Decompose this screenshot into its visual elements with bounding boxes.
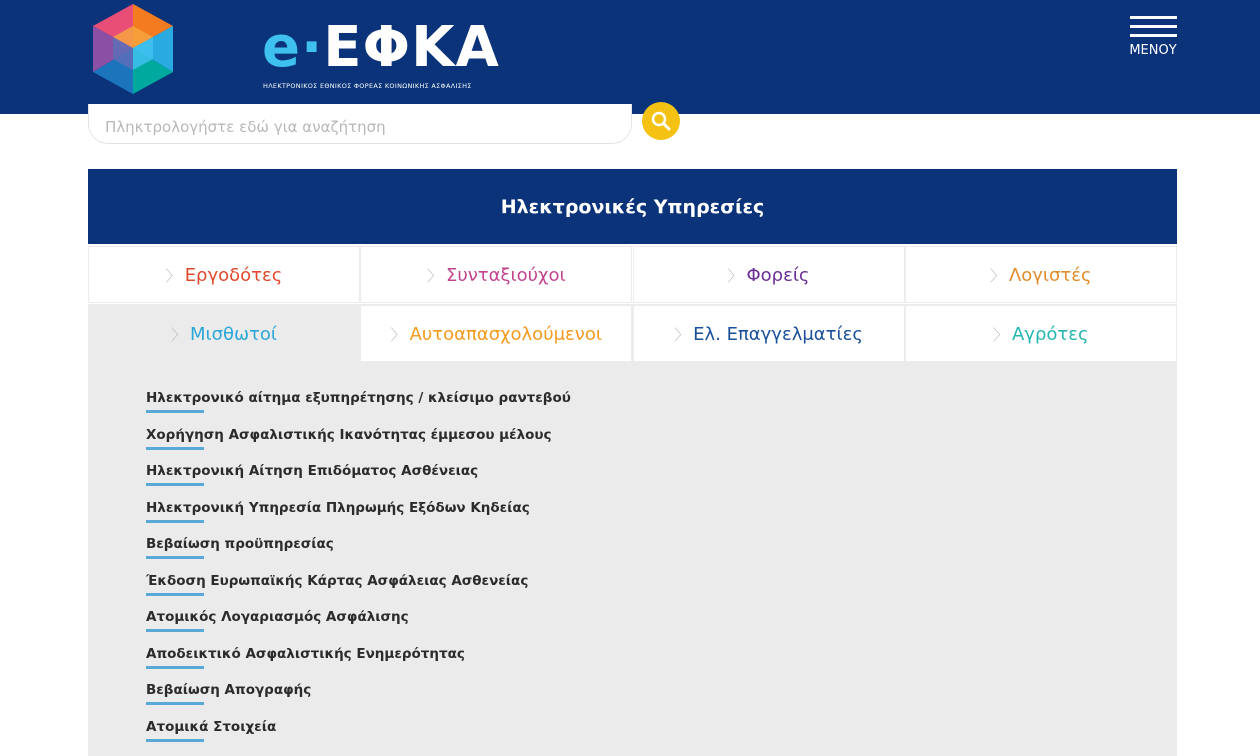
tab-category[interactable] <box>360 305 632 362</box>
tab-category[interactable] <box>905 305 1177 362</box>
service-link[interactable] <box>146 388 571 425</box>
service-link-label: Έκδοση Ευρωπαϊκής Κάρτας Ασφάλειας Ασθενείας <box>146 572 529 589</box>
service-link[interactable] <box>146 717 571 754</box>
service-link[interactable] <box>146 607 571 644</box>
service-link-label: Ηλεκτρονική Αίτηση Επιδόματος Ασθένειας <box>146 463 479 479</box>
hamburger-icon-bar <box>1130 25 1177 28</box>
chevron-right-icon: 〉 <box>165 267 181 285</box>
service-link[interactable] <box>146 498 571 535</box>
chevron-right-icon: 〉 <box>992 326 1008 344</box>
chevron-right-icon: 〉 <box>674 326 690 344</box>
logo-subtitle: ΗΛΕΚΤΡΟΝΙΚΟΣ ΕΘΝΙΚΟΣ ΦΟΡΕΑΣ ΚΟΙΝΩΝΙΚΗΣ ΑΣΦΑΛΙΣΗΣ <box>263 82 472 90</box>
efka-logo[interactable] <box>88 2 500 98</box>
service-link[interactable] <box>146 571 571 608</box>
link-underline <box>146 666 204 669</box>
tab-label: Εργοδότες <box>184 265 283 286</box>
link-underline <box>146 629 204 632</box>
services-category-tabs <box>88 244 1177 364</box>
chevron-right-icon: 〉 <box>426 267 442 285</box>
service-link-label: Χορήγηση Ασφαλιστικής Ικανότητας έμμεσου μέλους <box>146 426 552 443</box>
link-underline <box>146 702 204 705</box>
link-underline <box>146 410 204 413</box>
services-panel-title: Ηλεκτρονικές Υπηρεσίες <box>88 169 1177 244</box>
tab-label: Μισθωτοί <box>189 324 278 345</box>
tab-label: Αυτοαπασχολούμενοι <box>409 324 602 345</box>
service-link-label: Ατομικός Λογαριασμός Ασφάλισης <box>146 609 409 625</box>
service-link-label: Βεβαίωση Απογραφής <box>146 682 312 698</box>
chevron-right-icon: 〉 <box>390 326 406 344</box>
link-underline <box>146 739 204 742</box>
service-link[interactable] <box>146 534 571 571</box>
service-link[interactable] <box>146 680 571 717</box>
menu-label: ΜΕΝΟΥ <box>1129 43 1177 58</box>
service-link[interactable] <box>146 644 571 681</box>
service-link[interactable] <box>146 425 571 462</box>
link-underline <box>146 593 204 596</box>
tab-label: Ελ. Επαγγελματίες <box>693 324 863 345</box>
tab-category[interactable] <box>633 246 905 303</box>
tab-category[interactable] <box>88 246 360 303</box>
chevron-right-icon: 〉 <box>727 267 743 285</box>
service-links-list <box>146 388 571 753</box>
link-underline <box>146 447 204 450</box>
link-underline <box>146 556 204 559</box>
services-content-area <box>88 304 1177 756</box>
search-input[interactable] <box>88 104 632 144</box>
hexagon-cube-logo-icon <box>88 2 178 96</box>
link-underline <box>146 520 204 523</box>
hamburger-icon-bar <box>1130 34 1177 37</box>
tab-category[interactable] <box>633 305 905 362</box>
link-underline <box>146 483 204 486</box>
tab-category[interactable] <box>88 305 360 365</box>
search-button[interactable] <box>642 102 680 140</box>
menu-button[interactable] <box>1122 14 1184 64</box>
tab-label: Λογιστές <box>1008 265 1092 286</box>
service-link-label: Ηλεκτρονικό αίτημα εξυπηρέτησης / κλείσιμο ραντεβού <box>146 390 571 406</box>
tab-label: Φορείς <box>746 265 810 286</box>
hamburger-icon <box>1130 16 1177 19</box>
chevron-right-icon: 〉 <box>170 326 186 344</box>
search-icon <box>642 102 680 140</box>
service-link-label: Ηλεκτρονική Υπηρεσία Πληρωμής Εξόδων Κηδείας <box>146 499 530 516</box>
tab-label: Συνταξιούχοι <box>445 265 566 286</box>
service-link-label: Αποδεικτικό Ασφαλιστικής Ενημερότητας <box>146 645 465 662</box>
tab-category[interactable] <box>360 246 632 303</box>
service-link[interactable] <box>146 461 571 498</box>
tab-category[interactable] <box>905 246 1177 303</box>
service-link-label: Ατομικά Στοιχεία <box>146 718 277 735</box>
chevron-right-icon: 〉 <box>989 267 1005 285</box>
logo-wordmark: e·ΕΦΚΑ <box>262 15 500 80</box>
top-header-bar <box>0 0 1260 114</box>
tab-label: Αγρότες <box>1011 324 1089 345</box>
service-link-label: Βεβαίωση προϋπηρεσίας <box>146 536 334 552</box>
